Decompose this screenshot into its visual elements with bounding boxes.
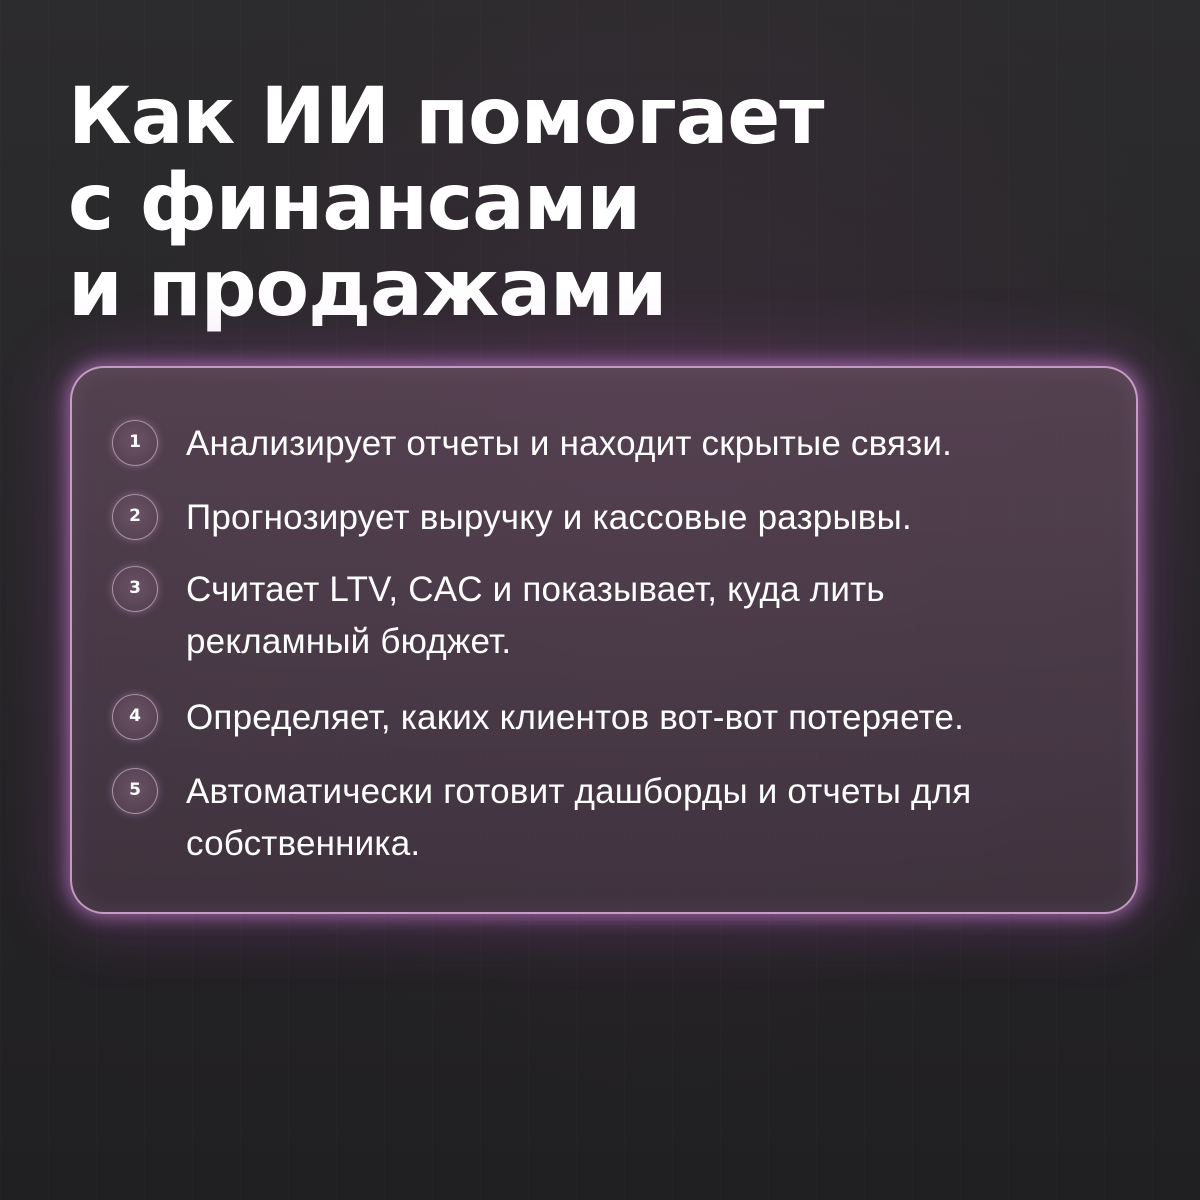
list-item-text: Анализирует отчеты и находит скрытые связи. [186, 424, 953, 463]
page-title [68, 74, 1068, 332]
number-badge: 1 [112, 420, 158, 466]
list-item-text: Прогнозирует выручку и кассовые разрывы. [186, 498, 912, 537]
list-item-text: Определяет, каких клиентов вот-вот потеряете. [186, 698, 965, 737]
title-line-1: Как ИИ помогает [68, 72, 824, 162]
list-item-text: Считает LTV, CAC и показывает, куда лить рекламный бюджет. [186, 570, 885, 661]
title-line-2: с финансами [68, 158, 641, 248]
number-badge: 4 [112, 694, 158, 740]
list-item-text: Автоматически готовит дашборды и отчеты для собственника. [186, 772, 972, 863]
benefits-card [70, 366, 1138, 914]
title-line-3: и продажами [68, 244, 667, 334]
number-badge: 3 [112, 566, 158, 612]
number-badge: 5 [112, 768, 158, 814]
number-badge: 2 [112, 494, 158, 540]
